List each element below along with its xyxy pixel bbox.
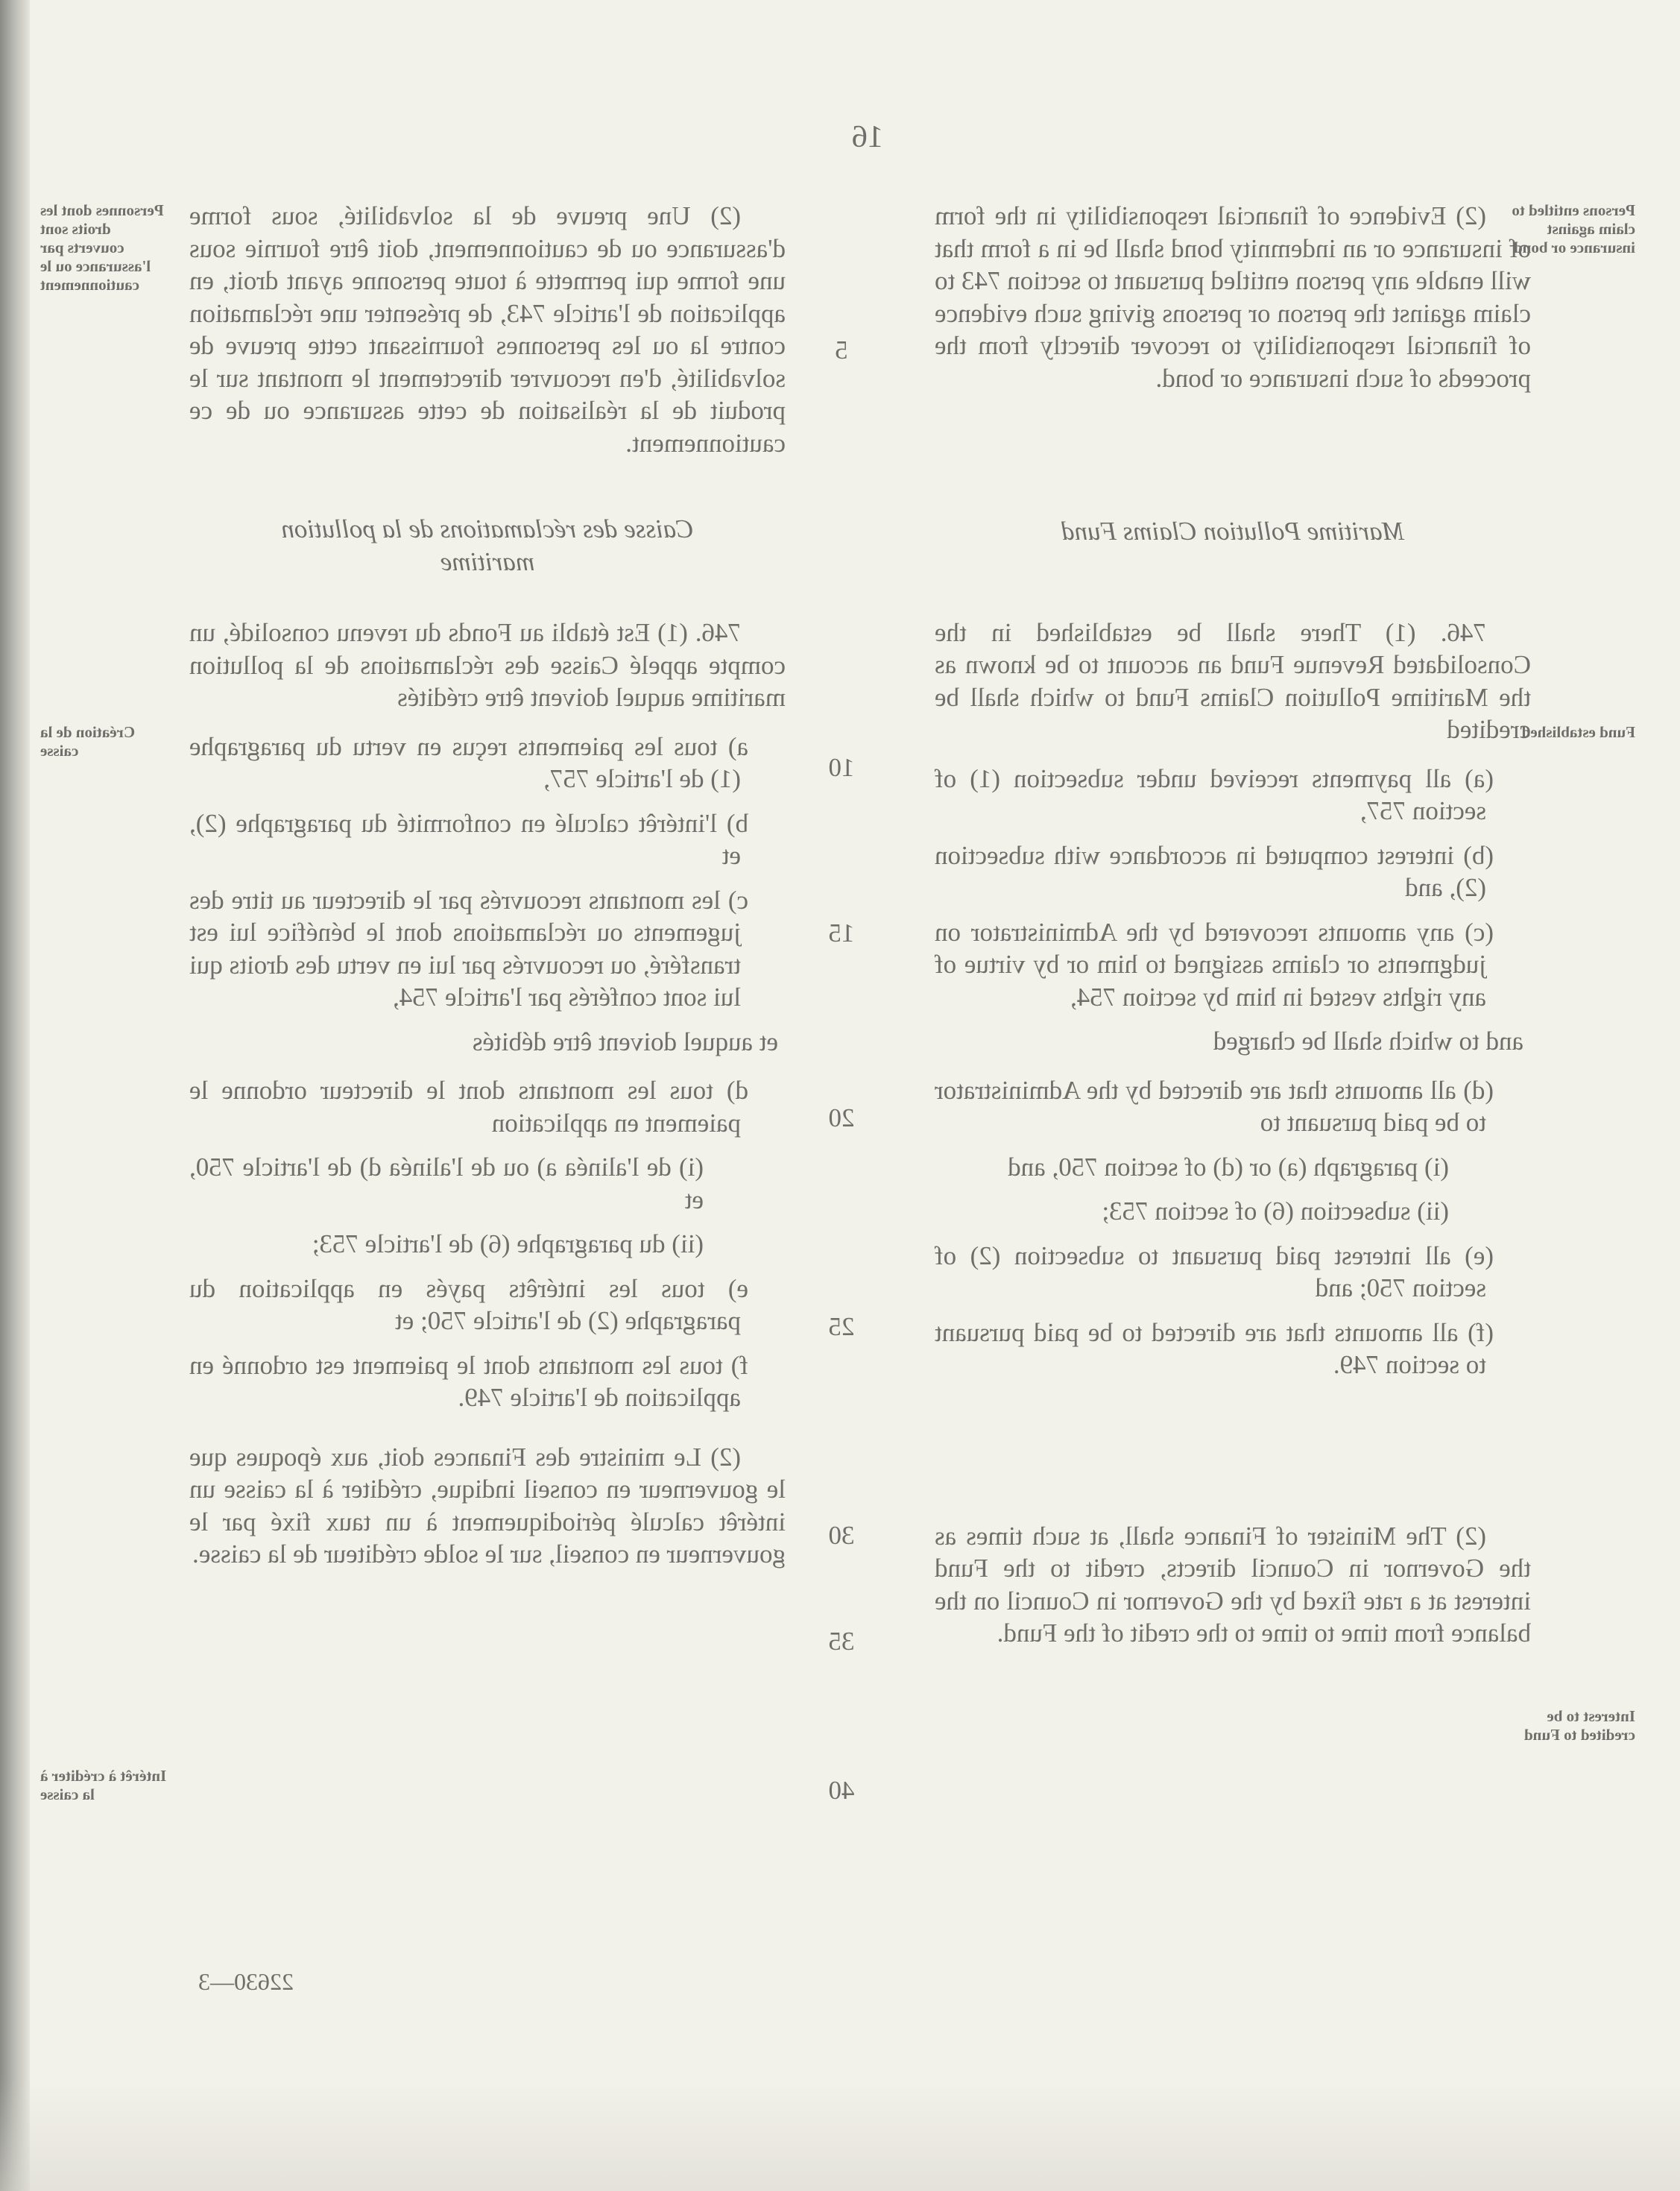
french-column <box>189 200 786 1587</box>
margin-note-fund-established: Fund established <box>1521 723 1635 741</box>
line-number: 35 <box>828 1627 855 1656</box>
french-section-746-2: (2) Le ministre des Finances doit, aux époques que le gouverneur en conseil indique, créditer à la caisse un intérêt calculé périodiquement à un taux fixé par le gouverneur en conseil, sur le solde créditeur de la caisse. <box>189 1442 786 1569</box>
french-and-charged: et auquel doivent être débités <box>472 1027 778 1056</box>
margin-note-interet-caisse: Intérêt à créditer à la caisse <box>40 1767 167 1803</box>
page-number: 16 <box>852 120 883 154</box>
margin-note-creation-caisse: Création de la caisse <box>40 723 136 760</box>
english-paragraph-2: (2) Evidence of financial responsibility in the form of insurance or an indemnity bond shall be in a form that will enable any person entitled pursuant to section 743 to claim against the person or persons giving such evidence of financial responsibility to recover directly from the proceeds of such insurance or bond. <box>935 201 1531 393</box>
french-paragraph-2: (2) Une preuve de la solvabilité, sous forme d'assurance ou de cautionnement, doit être fournie sous une forme qui permette à toute personne ayant droit, en application de l'article 743, de présenter une réclamation contre la ou les personnes fournissant cette preuve de solvabilité, d'en recouvrer directement le montant sur le produit de la réalisation de cette assurance ou de ce cautionnement. <box>189 201 786 458</box>
english-item-d-ii: (ii) subsection (6) of section 753; <box>1102 1197 1449 1226</box>
line-number: 10 <box>828 753 855 782</box>
french-item-d: d) tous les montants dont le directeur ordonne le paiement en application <box>189 1076 748 1138</box>
line-numbers <box>815 0 868 2191</box>
bottom-shadow <box>0 2079 1680 2191</box>
line-number: 15 <box>828 918 855 948</box>
english-column <box>935 200 1531 1666</box>
french-item-d-ii: (ii) du paragraphe (6) de l'article 753; <box>312 1229 704 1258</box>
margin-note-persons-entitled: Persons entitled to claim against insurance or bond <box>1512 201 1635 256</box>
print-stamp: 22630—3 <box>198 1968 294 1995</box>
french-item-d-i: (i) de l'alinéa a) ou de l'alinéa d) de l'article 750, et <box>189 1153 704 1214</box>
line-number: 20 <box>828 1103 855 1132</box>
english-section-746: 746. (1) There shall be established in the Consolidated Revenue Fund an account to be known as the Maritime Pollution Claims Fund to which shall be credited <box>935 617 1531 744</box>
english-heading: Maritime Pollution Claims Fund <box>1061 517 1404 546</box>
english-item-d-i: (i) paragraph (a) or (d) of section 750, and <box>1008 1152 1449 1182</box>
line-number: 25 <box>828 1312 855 1341</box>
english-item-a: (a) all payments received under subsection (1) of section 757, <box>935 763 1494 825</box>
english-item-f: (f) all amounts that are directed to be paid pursuant to section 749. <box>935 1317 1494 1379</box>
french-item-c: c) les montants recouvrés par le directeur au titre des jugements ou réclamations dont le bénéfice lui est transféré, ou recouvrés par lui en vertu des droits qui lui sont conférés par l'article 754, <box>189 885 748 1012</box>
english-item-d: (d) all amounts that are directed by the Administrator to be paid pursuant to <box>935 1075 1494 1137</box>
french-item-a: a) tous les paiements reçus en vertu du paragraphe (1) de l'article 757, <box>189 731 748 793</box>
margin-note-personnes: Personnes dont les droits sont couverts par l'assurance ou le cautionnement <box>40 201 164 294</box>
english-item-b: (b) interest computed in accordance with subsection (2), and <box>935 840 1494 902</box>
french-item-b: b) l'intérêt calculé en conformité du paragraphe (2), et <box>189 808 748 870</box>
line-number: 40 <box>828 1776 855 1805</box>
line-number: 5 <box>835 335 848 365</box>
margin-note-interest-fund: Interest to be credited to Fund <box>1524 1707 1635 1744</box>
english-item-c: (c) any amounts recovered by the Administrator on judgments or claims assigned to him or by virtue of any rights vested in him by section 754, <box>935 917 1494 1012</box>
line-number: 30 <box>828 1521 855 1550</box>
english-and-charged: and to which shall be charged <box>1213 1027 1523 1056</box>
french-section-746: 746. (1) Est établi au Fonds du revenu consolidé, un compte appelé Caisse des réclamations de la pollution maritime auquel doivent être crédités <box>189 618 786 712</box>
english-item-e: (e) all interest paid pursuant to subsection (2) of section 750; and <box>935 1240 1494 1302</box>
french-item-f: f) tous les montants dont le paiement est ordonné en application de l'article 749. <box>189 1350 748 1412</box>
french-heading: Caisse des réclamations de la pollution maritime <box>281 514 694 576</box>
margin-notes-french <box>40 201 167 1841</box>
english-section-746-2: (2) The Minister of Finance shall, at such times as the Governor in Council directs, credit to the Fund interest at a rate fixed by the Governor in Council on the balance from time to time to the credit of the Fund. <box>935 1521 1531 1648</box>
french-item-e: e) tous les intérêts payés en application du paragraphe (2) de l'article 750; et <box>189 1273 748 1335</box>
